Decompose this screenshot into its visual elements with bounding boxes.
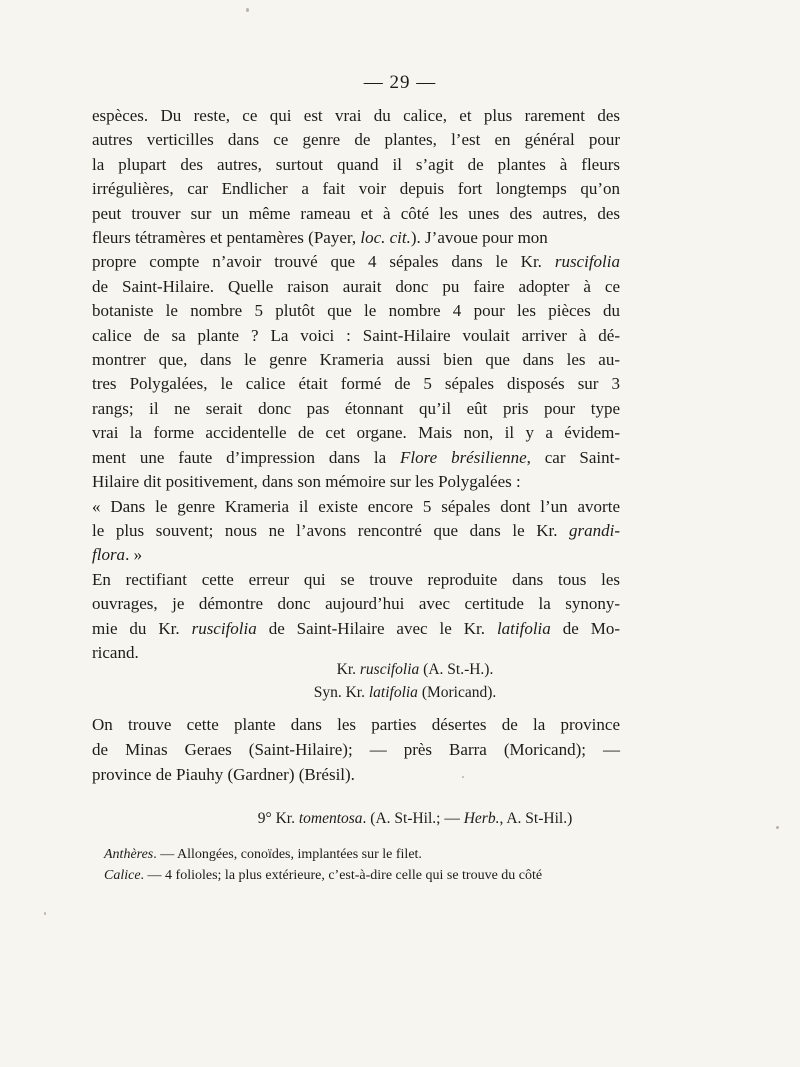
text-run: ricand. bbox=[92, 642, 139, 662]
text-run: (Moricand). bbox=[417, 684, 497, 701]
text-line bbox=[92, 397, 620, 421]
description-line bbox=[104, 844, 624, 865]
heading-text bbox=[258, 810, 573, 827]
text-run: botaniste le nombre 5 plutôt que le nombre 4 pour les pièces du bbox=[92, 301, 620, 321]
text-run: , A. St-Hil.) bbox=[499, 810, 573, 827]
text-line bbox=[92, 762, 620, 787]
text-line bbox=[92, 299, 620, 323]
text-run: de Saint-Hilaire avec le Kr. bbox=[256, 618, 497, 638]
species-heading bbox=[0, 810, 800, 828]
text-run: la plupart des autres, surtout quand il s’agit de plantes à fleurs bbox=[92, 154, 620, 174]
paper-speck bbox=[462, 776, 464, 778]
text-run: Syn. Kr. bbox=[313, 684, 369, 701]
text-line bbox=[92, 421, 620, 445]
text-run: espèces. Du reste, ce qui est vrai du calice, et plus rarement des bbox=[92, 106, 620, 125]
italic-term: ruscifolia bbox=[191, 618, 257, 638]
text-run: Hilaire dit positivement, dans son mémoire sur les Polygalées : bbox=[92, 472, 521, 492]
text-run: propre compte n’avoir trouvé que 4 sépales dans le Kr. bbox=[92, 252, 555, 272]
text-run: . » bbox=[125, 545, 143, 565]
text-run: Kr. bbox=[336, 661, 360, 678]
text-run: calice de sa plante ? La voici : Saint-Hilaire voulait arriver à dé- bbox=[92, 325, 620, 345]
text-run: autres verticilles dans ce genre de plantes, l’est en général pour bbox=[92, 130, 620, 150]
text-run: le plus souvent; nous ne l’avons rencontré que dans le Kr. bbox=[92, 520, 569, 540]
text-line bbox=[92, 737, 620, 762]
text-run: peut trouver sur un même rameau et à côté les unes des autres, des bbox=[92, 203, 620, 223]
text-line bbox=[92, 104, 620, 128]
paper-speck bbox=[776, 826, 779, 829]
text-run: vrai la forme accidentelle de cet organe. Mais non, il y a évidem- bbox=[92, 423, 620, 443]
text-line bbox=[92, 495, 620, 519]
text-line bbox=[92, 128, 620, 152]
page-number: — 29 — bbox=[363, 72, 437, 93]
text-line bbox=[92, 324, 620, 348]
text-run: irrégulières, car Endlicher a fait voir depuis fort longtemps qu’on bbox=[92, 179, 620, 199]
paper-speck bbox=[246, 8, 249, 12]
text-run: ). J’avoue pour mon bbox=[410, 228, 548, 248]
italic-term: flora bbox=[92, 545, 126, 565]
text-line bbox=[92, 519, 620, 543]
italic-term: loc. cit. bbox=[360, 228, 411, 248]
italic-term: Anthères bbox=[104, 847, 154, 862]
text-run: tres Polygalées, le calice était formé de 5 sépales disposés sur 3 bbox=[92, 374, 620, 394]
italic-term: ruscifolia bbox=[359, 661, 420, 678]
text-run: montrer que, dans le genre Krameria aussi bien que dans les au- bbox=[92, 350, 620, 370]
description-line bbox=[104, 865, 624, 886]
text-run: 9° Kr. bbox=[257, 810, 299, 827]
text-line bbox=[92, 177, 620, 201]
italic-term: grandi- bbox=[569, 520, 620, 540]
text-line bbox=[92, 275, 620, 299]
text-run: « Dans le genre Krameria il existe encore 5 sépales dont l’un avorte bbox=[92, 496, 620, 516]
text-run: ouvrages, je démontre donc aujourd’hui avec certitude la synony- bbox=[92, 594, 620, 614]
italic-term: Herb. bbox=[463, 810, 500, 827]
text-run: (A. St.-H.). bbox=[419, 661, 494, 678]
italic-term: Flore brésilienne bbox=[400, 447, 527, 467]
text-line bbox=[92, 348, 620, 372]
text-line bbox=[92, 568, 620, 592]
paper-speck bbox=[44, 912, 46, 915]
paragraph-distribution bbox=[92, 712, 620, 787]
text-run: de Saint-Hilaire. Quelle raison aurait donc pu faire adopter à ce bbox=[92, 276, 620, 296]
text-run: de Mo- bbox=[550, 618, 620, 638]
text-run: ment une faute d’impression dans la bbox=[92, 447, 401, 467]
text-line bbox=[92, 250, 620, 274]
text-line bbox=[92, 446, 620, 470]
text-run: de Minas Geraes (Saint-Hilaire); — près Barra (Moricand); — bbox=[92, 740, 620, 759]
text-run: En rectifiant cette erreur qui se trouve reproduite dans tous les bbox=[92, 569, 620, 589]
italic-term: ruscifolia bbox=[554, 252, 620, 272]
paragraph-main bbox=[92, 104, 620, 665]
description-block bbox=[104, 844, 624, 886]
synonym-line bbox=[0, 658, 800, 681]
italic-term: latifolia bbox=[496, 618, 551, 638]
synonym-line bbox=[0, 681, 800, 704]
text-run: . — Allongées, conoïdes, implantées sur le filet. bbox=[153, 847, 422, 862]
synonymy-block bbox=[0, 658, 800, 704]
text-line bbox=[92, 712, 620, 737]
italic-term: tomentosa bbox=[298, 810, 363, 827]
text-line bbox=[92, 372, 620, 396]
text-line bbox=[92, 226, 620, 250]
text-run: fleurs tétramères et pentamères (Payer, bbox=[92, 228, 361, 248]
text-run: . (A. St-Hil.; — bbox=[362, 810, 464, 827]
text-line bbox=[92, 617, 620, 641]
text-run: province de Piauhy (Gardner) (Brésil). bbox=[92, 765, 355, 784]
italic-term: Calice bbox=[104, 868, 141, 883]
text-run: mie du Kr. bbox=[92, 618, 192, 638]
text-line bbox=[92, 543, 620, 567]
text-line bbox=[92, 153, 620, 177]
text-run: On trouve cette plante dans les parties désertes de la province bbox=[92, 715, 620, 734]
italic-term: latifolia bbox=[368, 684, 418, 701]
text-line bbox=[92, 592, 620, 616]
text-run: , car Saint- bbox=[526, 447, 620, 467]
text-line bbox=[92, 470, 620, 494]
text-run: rangs; il ne serait donc pas étonnant qu’il eût pris pour type bbox=[92, 398, 620, 418]
text-run: . — 4 folioles; la plus extérieure, c’est-à-dire celle qui se trouve du côté bbox=[140, 868, 543, 883]
text-line bbox=[92, 202, 620, 226]
